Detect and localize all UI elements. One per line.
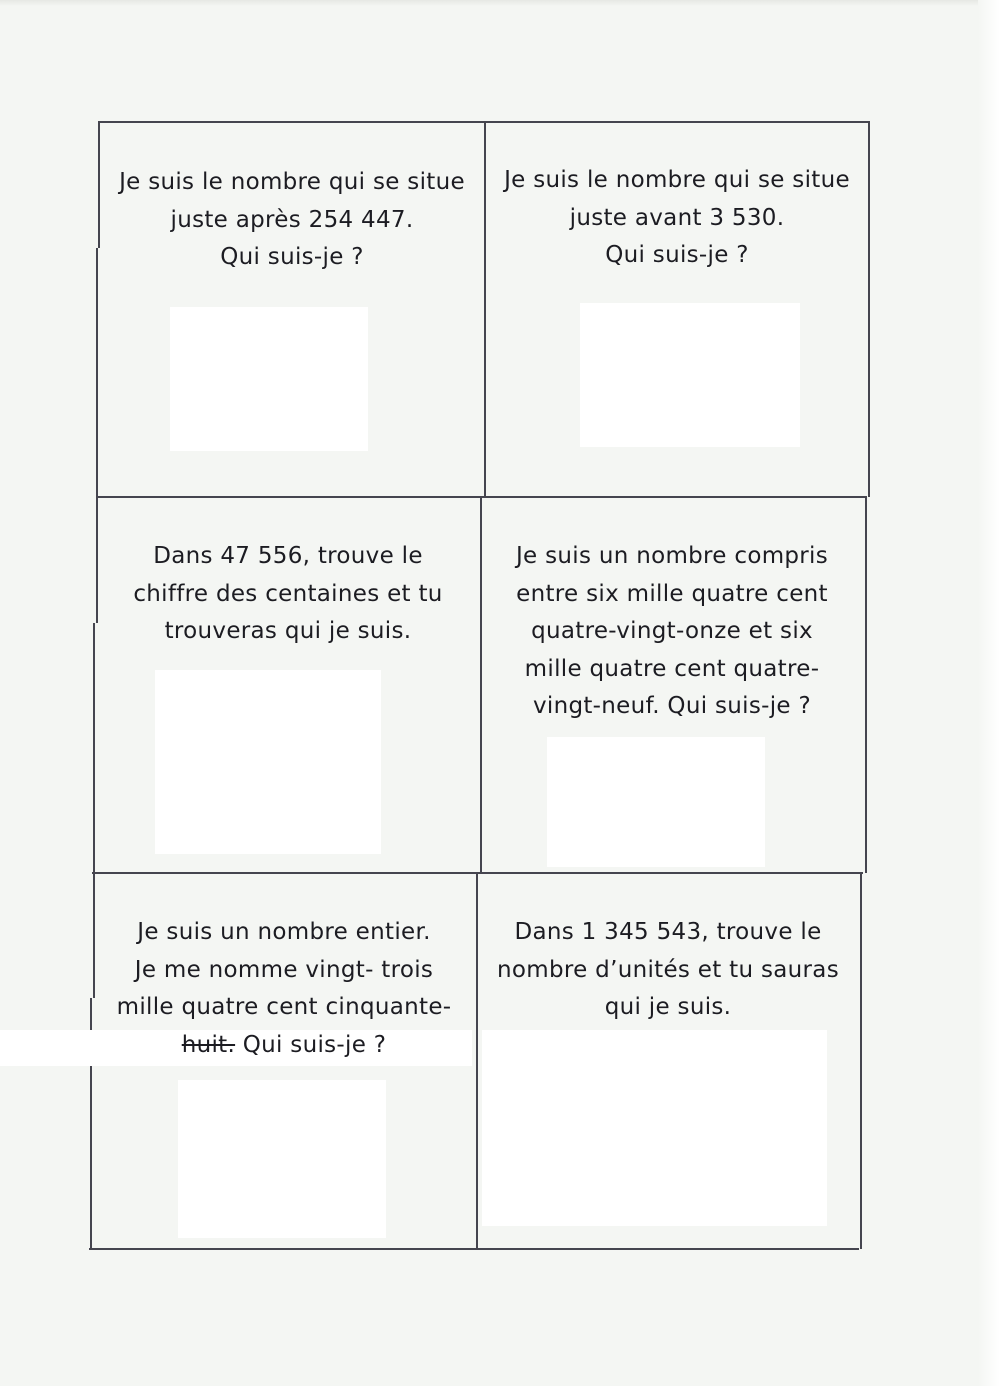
card-line: chiffre des centaines et tu: [133, 580, 443, 607]
card-line-rest: Qui suis-je ?: [235, 1031, 387, 1058]
grid-border-bottom: [89, 1248, 859, 1250]
card-line: Je suis le nombre qui se situe: [119, 169, 465, 195]
card-line: juste avant 3 530.: [569, 204, 785, 231]
card-line: Je suis un nombre compris: [515, 543, 829, 569]
card-line: mille quatre cent cinquante-: [116, 994, 452, 1020]
card-line: trouveras qui je suis.: [164, 618, 412, 644]
card-3-answer-box: [155, 670, 381, 854]
card-5-text: [96, 914, 472, 1064]
grid-border-left: [98, 121, 100, 248]
card-6-answer-box: [482, 1030, 827, 1226]
grid-divider-2: [92, 872, 863, 874]
card-line: quatre-vingt-onze et six: [531, 618, 813, 644]
grid-border-right-2: [865, 496, 867, 873]
card-line: Qui suis-je ?: [605, 242, 749, 268]
grid-border-right-3: [860, 872, 862, 1249]
card-2-answer-box: [580, 303, 800, 447]
card-1-answer-box: [170, 307, 368, 451]
card-6-text: [480, 914, 856, 1027]
card-line: Je me nomme vingt- trois: [134, 956, 434, 983]
page-right-edge: [978, 0, 1000, 1386]
grid-center-divider-2: [480, 496, 482, 873]
card-line: vingt-neuf. Qui suis-je ?: [532, 693, 812, 719]
grid-center-divider-3: [476, 872, 478, 1249]
card-1-text: [104, 164, 480, 277]
card-4-text: [484, 538, 860, 726]
card-line: juste après 254 447.: [170, 206, 414, 233]
card-4-answer-box: [547, 737, 765, 867]
grid-border-left-2: [96, 248, 98, 623]
card-line: qui je suis.: [604, 994, 732, 1020]
card-line: Qui suis-je ?: [220, 244, 364, 270]
card-line: Je suis le nombre qui se situe: [504, 167, 850, 193]
card-last-line: [96, 1027, 472, 1065]
struck-word: huit.: [181, 1031, 236, 1058]
card-line: entre six mille quatre cent: [516, 580, 828, 607]
card-line: Je suis un nombre entier.: [137, 919, 431, 945]
card-line: Dans 1 345 543, trouve le: [514, 919, 822, 945]
card-2-text: [490, 162, 864, 275]
grid-divider-1: [96, 496, 867, 498]
grid-border-left-3: [93, 623, 95, 998]
card-line: nombre d’unités et tu sauras: [497, 956, 839, 983]
page-top-edge: [0, 0, 1000, 6]
grid-center-divider-1: [484, 121, 486, 497]
card-line: Dans 47 556, trouve le: [153, 543, 423, 569]
card-5-answer-box: [178, 1080, 386, 1238]
card-3-text: [100, 538, 476, 651]
grid-border-right: [868, 121, 870, 497]
card-line: mille quatre cent quatre-: [524, 655, 820, 682]
